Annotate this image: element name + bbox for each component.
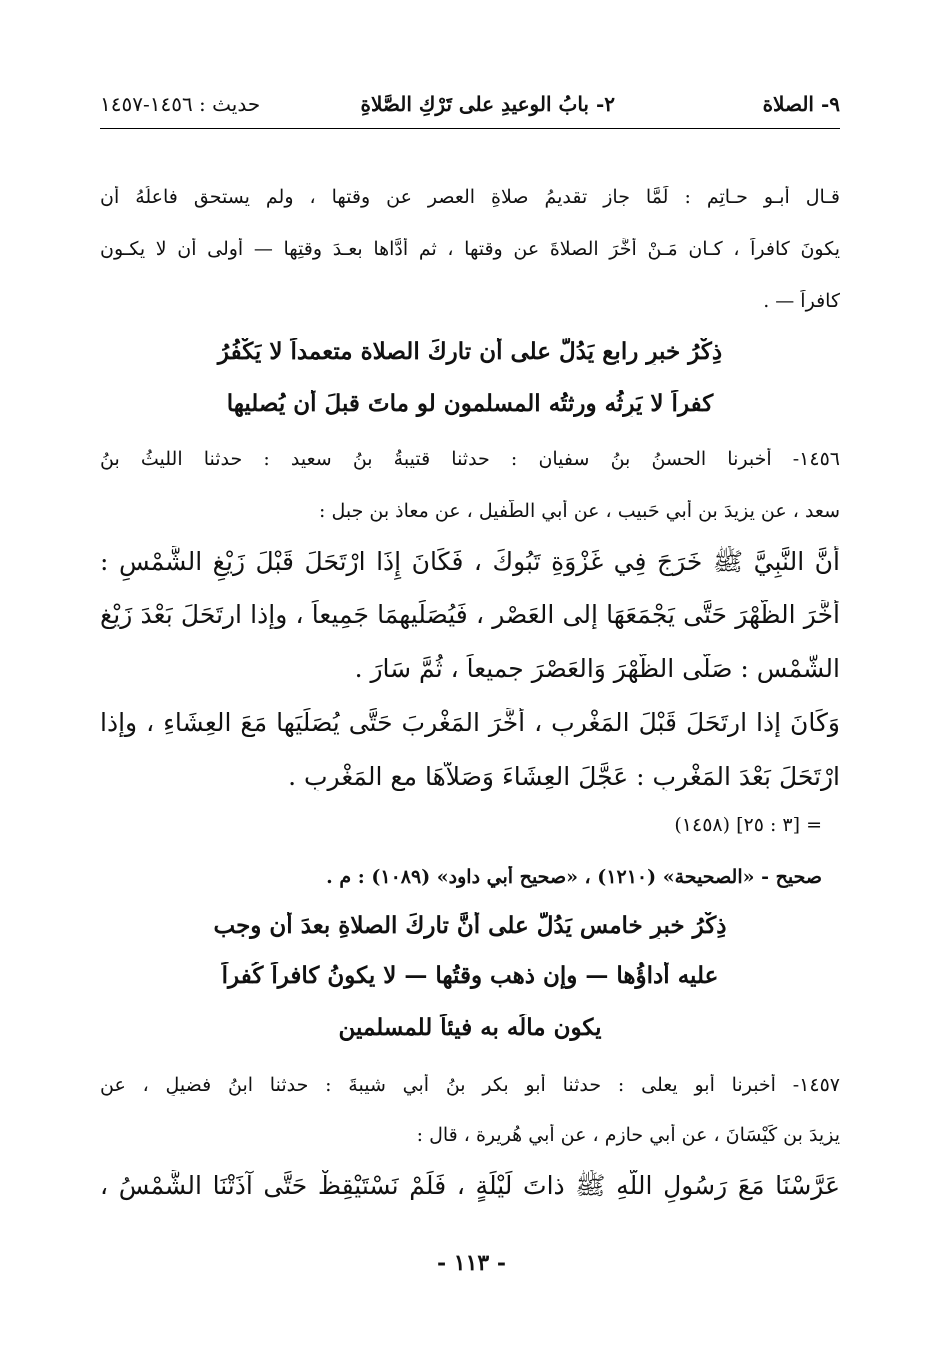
chapter-heading-4-line-1: ذِكْرُ خبرٍ رابعٍ يَدُلُّ على أن تاركَ الصلاة متعمداً لا يَكْفُرُ — [217, 338, 723, 365]
hadith-1456-matn-line-4: وَكَانَ إذا ارتَحَلَ قَبْلَ المَغْرِبِ ، أَخَّرَ المَغْرِبَ حَتَّى يُصَلِّيَها مَعَ العِشَاءِ ، وإذا — [100, 708, 840, 737]
commentary-line-2: يكونَ كافراً ، كـان مَـنْ أَخَّرَ الصلاةَ عن وقتها ، ثم أدَّاها بعـدَ وقتِها — أولى أن لا يكـون — [100, 238, 840, 260]
hadith-range: حديث : ١٤٥٦-١٤٥٧ — [100, 92, 261, 116]
chapter-heading-5-line-3: يكون مالُه به فيئاً للمسلمين — [338, 1014, 602, 1041]
running-header — [100, 92, 840, 126]
hadith-1456-matn-line-3: الشَّمْسِ : صَلَّى الظُّهْرَ وَالعَصْرَ جميعاً ، ثُمَّ سَارَ . — [354, 654, 840, 683]
chapter-title: ٩- الصلاة — [762, 92, 840, 116]
section-title: ٢- بابُ الوعيدِ على تَرْكِ الصَّلاةِ — [360, 92, 615, 116]
hadith-1456-matn-line-5: ارْتَحَلَ بَعْدَ المَغْرِبِ : عَجَّلَ العِشَاءَ وَصَلاَّهَا مع المَغْرِبِ . — [288, 762, 840, 791]
header-divider — [100, 128, 840, 129]
hadith-1456-isnad-line-1: ١٤٥٦- أخبرنا الحسنُ بنُ سفيان : حدثنا قتيبةُ بنُ سعيد : حدثنا الليثُ بنُ — [100, 448, 840, 470]
hadith-1457-isnad-line-1: ١٤٥٧- أخبرنا أبو يعلى : حدثنا أبو بكر بنُ أبي شيبةَ : حدثنا ابنُ فضيلٍ ، عن — [100, 1074, 840, 1096]
hadith-grading: صحيح - «الصحيحة» (١٢١٠) ، «صحيح أبي داود» (١٠٨٩) : م . — [326, 866, 822, 888]
page-number: - ١١٣ - — [436, 1250, 507, 1276]
hadith-1457-isnad-line-2: يزيدَ بن كَيْسَانَ ، عن أبي حازمٍ ، عن أبي هُريرة ، قال : — [416, 1124, 840, 1146]
cross-reference: = [٣ : ٢٥] (١٤٥٨) — [674, 814, 822, 836]
chapter-heading-4-line-2: كفراً لا يَرِثُه ورثتُه المسلمون لو ماتَ قبلَ أن يُصليها — [226, 390, 714, 417]
commentary-line-3: كافراً — . — [763, 290, 840, 312]
hadith-1456-isnad-line-2: سعد ، عن يزيدَ بن أَبي حَبيب ، عن أبي الطُّفيل ، عن معاذ بن جبل : — [319, 500, 840, 522]
commentary-line-1: قـال أبـو حـاتِم : لَمَّا جاز تقديمُ صلاةِ العصرِ عن وقتها ، ولم يستحق فاعلُهُ أن — [100, 186, 840, 208]
chapter-heading-5-line-2: عليه أداؤُها — وإن ذهب وقتُها — لا يكونُ كافراً كُفراً — [221, 962, 719, 989]
hadith-1456-matn-line-2: أَخَّرَ الظُّهْرَ حَتَّى يَجْمَعَهَا إِلى العَصْرِ ، فَيُصَلِّيهِمَا جَمِيعاً ، وإذا ارتَحَلَ بَعْدَ زَيْغِ — [100, 600, 840, 629]
hadith-1456-matn-line-1: أَنَّ النَّبِيَّ ﷺ خَرَجَ فِي غَزْوَةِ تَبُوكَ ، فَكَانَ إِذَا ارْتَحَلَ قَبْلَ زَيْغِ الشَّمْسِ : — [100, 547, 840, 576]
hadith-1457-matn-line-1: عَرَّسْنَا مَعَ رَسُولِ اللَّهِ ﷺ ذاتَ لَيْلَةٍ ، فَلَمْ نَسْتَيْقِظْ حَتَّى آذَتْنَا الشَّمْسُ ، — [100, 1171, 840, 1200]
chapter-heading-5-line-1: ذِكْرُ خبرٍ خامسٍ يَدُلُّ على أَنَّ تاركَ الصلاةِ بعدَ أن وجب — [213, 912, 727, 939]
